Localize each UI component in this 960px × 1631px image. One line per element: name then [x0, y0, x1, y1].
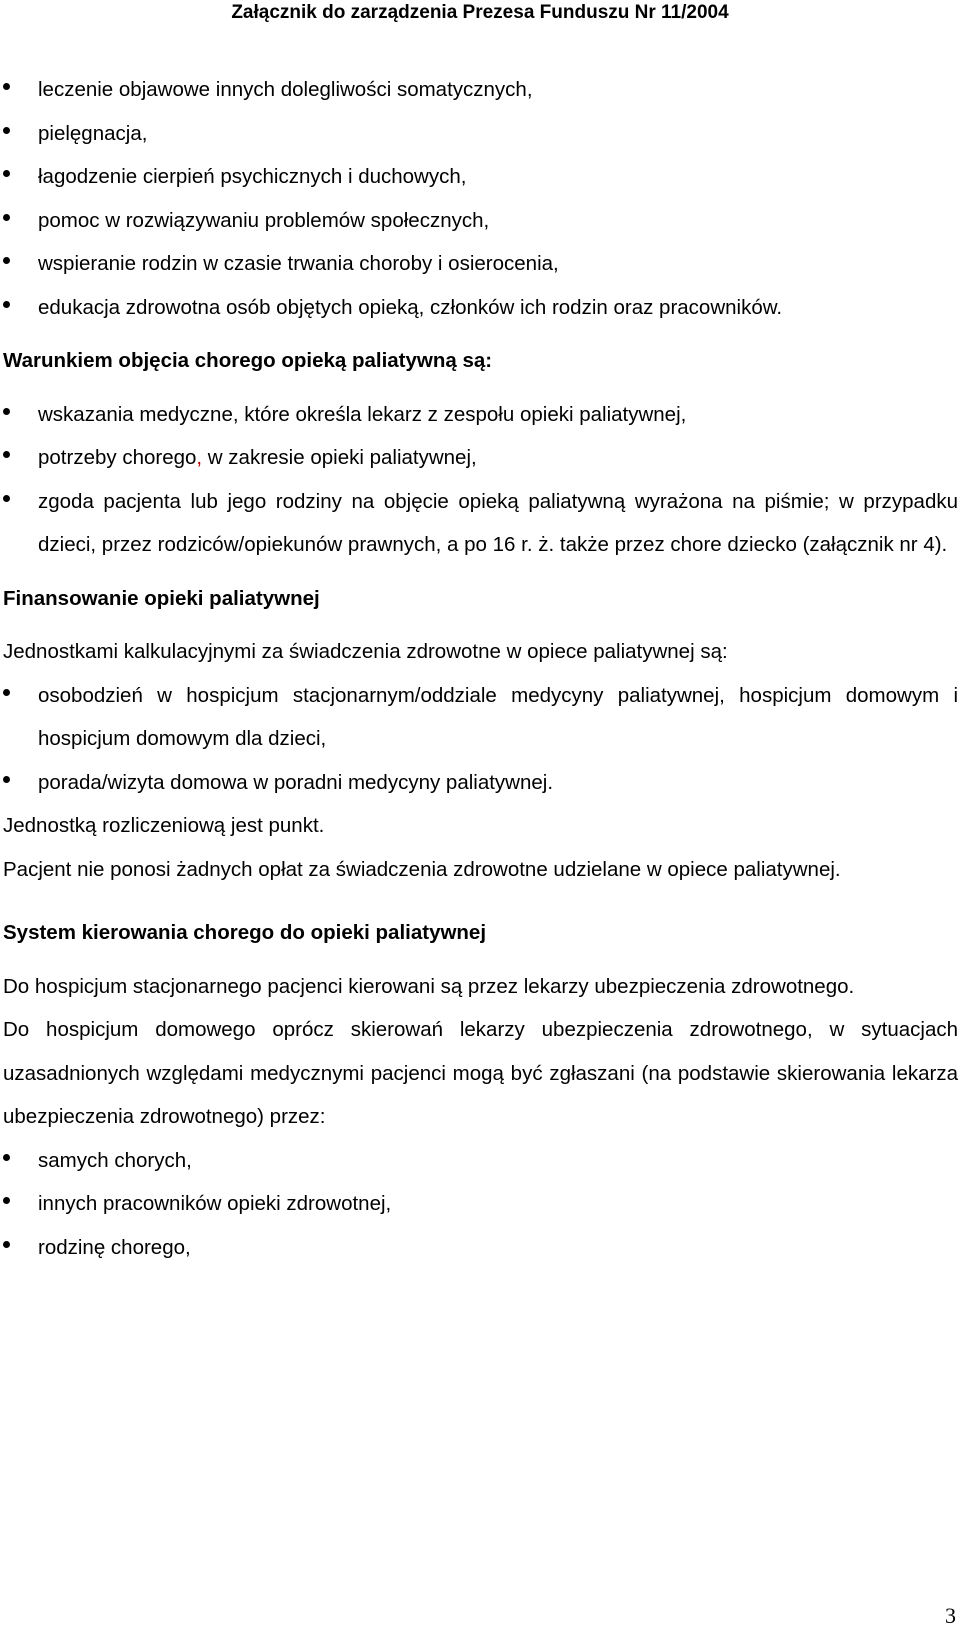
bullet-icon [3, 776, 10, 783]
list-item: edukacja zdrowotna osób objętych opieką, członków ich rodzin oraz pracowników. [3, 286, 958, 330]
financing-heading: Finansowanie opieki paliatywnej [3, 586, 320, 610]
referral-paragraph-2: Do hospicjum domowego oprócz skierowań lekarzy ubezpieczenia zdrowotnego, w sytuacjach uzasadnionych względami medycznymi pacjenci mogą być zgłaszani (na podstawie skierowania lekarza ubezpieczenia zdrowotnego) przez: [3, 1018, 958, 1128]
bullet-icon [3, 1154, 10, 1161]
spacer [3, 620, 958, 630]
spacer [3, 891, 958, 911]
spacer [3, 329, 958, 339]
bullet-icon [3, 301, 10, 308]
page-header: Załącznik do zarządzenia Prezesa Funduszu Nr 11/2004 [231, 2, 729, 23]
list-item: porada/wizyta domowa w poradni medycyny paliatywnej. [3, 761, 958, 805]
bullet-icon [3, 689, 10, 696]
list-item: pomoc w rozwiązywaniu problemów społecznych, [3, 199, 958, 243]
document-body [3, 68, 958, 1269]
spacer [3, 383, 958, 393]
bullet-icon [3, 83, 10, 90]
page-number: 3 [945, 1603, 956, 1628]
conditions-list [3, 393, 958, 567]
highlighted-comma: , [196, 446, 203, 469]
financing-list [3, 674, 958, 805]
referral-list [3, 1139, 958, 1270]
bullet-icon [3, 214, 10, 221]
fees-paragraph: Pacjent nie ponosi żadnych opłat za świadczenia zdrowotne udzielane w opiece paliatywnej. [3, 857, 841, 881]
financing-intro: Jednostkami kalkulacyjnymi za świadczenia zdrowotne w opiece paliatywnej są: [3, 640, 728, 663]
list-item: leczenie objawowe innych dolegliwości somatycznych, [3, 68, 958, 112]
spacer [3, 567, 958, 577]
bullet-icon [3, 127, 10, 134]
list-item: potrzeby chorego, w zakresie opieki paliatywnej, [3, 436, 958, 480]
list-item: pielęgnacja, [3, 112, 958, 156]
list-item: rodzinę chorego, [3, 1226, 958, 1270]
list-item: wskazania medyczne, które określa lekarz z zespołu opieki paliatywnej, [3, 393, 958, 437]
bullet-icon [3, 1241, 10, 1248]
referral-heading: System kierowania chorego do opieki paliatywnej [3, 921, 487, 944]
list-item: innych pracowników opieki zdrowotnej, [3, 1182, 958, 1226]
referral-paragraph-1: Do hospicjum stacjonarnego pacjenci kierowani są przez lekarzy ubezpieczenia zdrowotnego. [3, 974, 855, 998]
conditions-heading: Warunkiem objęcia chorego opieką paliatywną są: [3, 349, 493, 372]
intro-bullet-list [3, 68, 958, 329]
bullet-icon [3, 1197, 10, 1204]
settlement-unit: Jednostką rozliczeniową jest punkt. [3, 814, 325, 837]
list-item: osobodzień w hospicjum stacjonarnym/oddziale medycyny paliatywnej, hospicjum domowym i hospicjum domowym dla dzieci, [3, 674, 958, 761]
bullet-icon [3, 170, 10, 177]
list-item: łagodzenie cierpień psychicznych i duchowych, [3, 155, 958, 199]
bullet-icon [3, 495, 10, 502]
bullet-icon [3, 257, 10, 264]
bullet-icon [3, 451, 10, 458]
bullet-icon [3, 408, 10, 415]
list-item: wspieranie rodzin w czasie trwania choroby i osierocenia, [3, 242, 958, 286]
list-item: samych chorych, [3, 1139, 958, 1183]
spacer [3, 955, 958, 965]
list-item: zgoda pacjenta lub jego rodziny na objęcie opieką paliatywną wyrażona na piśmie; w przypadku dzieci, przez rodziców/opiekunów prawnych, a po 16 r. ż. także przez chore dziecko (załącznik nr 4). [3, 480, 958, 567]
